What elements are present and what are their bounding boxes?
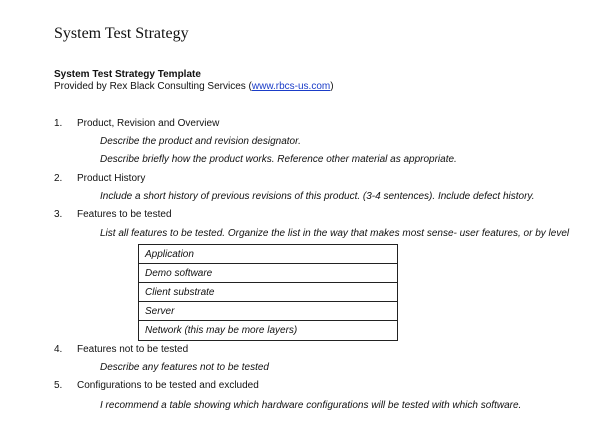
section-number: 1. [54, 118, 63, 129]
section-description: Describe briefly how the product works. Reference other material as appropriate. [100, 154, 457, 165]
section-description: I recommend a table showing which hardware configurations will be tested with which software. [100, 400, 522, 411]
section-number: 2. [54, 173, 63, 184]
section-heading-features-not-tested: Features not to be tested [77, 344, 189, 355]
features-table-row: Application [139, 245, 397, 264]
section-description: Describe any features not to be tested [100, 362, 269, 373]
section-heading-features-to-be-tested: Features to be tested [77, 209, 172, 220]
document-title: System Test Strategy [54, 25, 189, 42]
section-description: List all features to be tested. Organize the list in the way that makes most sense- user features, or by level [100, 228, 570, 239]
section-number: 4. [54, 344, 63, 355]
section-description: Describe the product and revision designator. [100, 136, 301, 147]
section-heading-product-revision-overview: Product, Revision and Overview [77, 118, 220, 129]
features-table [138, 244, 398, 341]
features-table-row: Client substrate [139, 283, 397, 302]
provided-by-line [54, 81, 334, 92]
provided-suffix: ) [330, 81, 334, 92]
features-table-row: Network (this may be more layers) [145, 325, 298, 336]
template-title: System Test Strategy Template [54, 69, 201, 80]
section-number: 5. [54, 380, 63, 391]
features-table-row: Demo software [139, 264, 397, 283]
rbcs-website-link[interactable]: www.rbcs-us.com [251, 81, 331, 92]
section-heading-configurations: Configurations to be tested and excluded [77, 380, 259, 391]
section-heading-product-history: Product History [77, 173, 146, 184]
provided-prefix: Provided by Rex Black Consulting Services ( [54, 81, 252, 92]
section-description: Include a short history of previous revisions of this product. (3-4 sentences). Include defect history. [100, 191, 535, 202]
section-number: 3. [54, 209, 63, 220]
features-table-row: Server [139, 302, 397, 321]
